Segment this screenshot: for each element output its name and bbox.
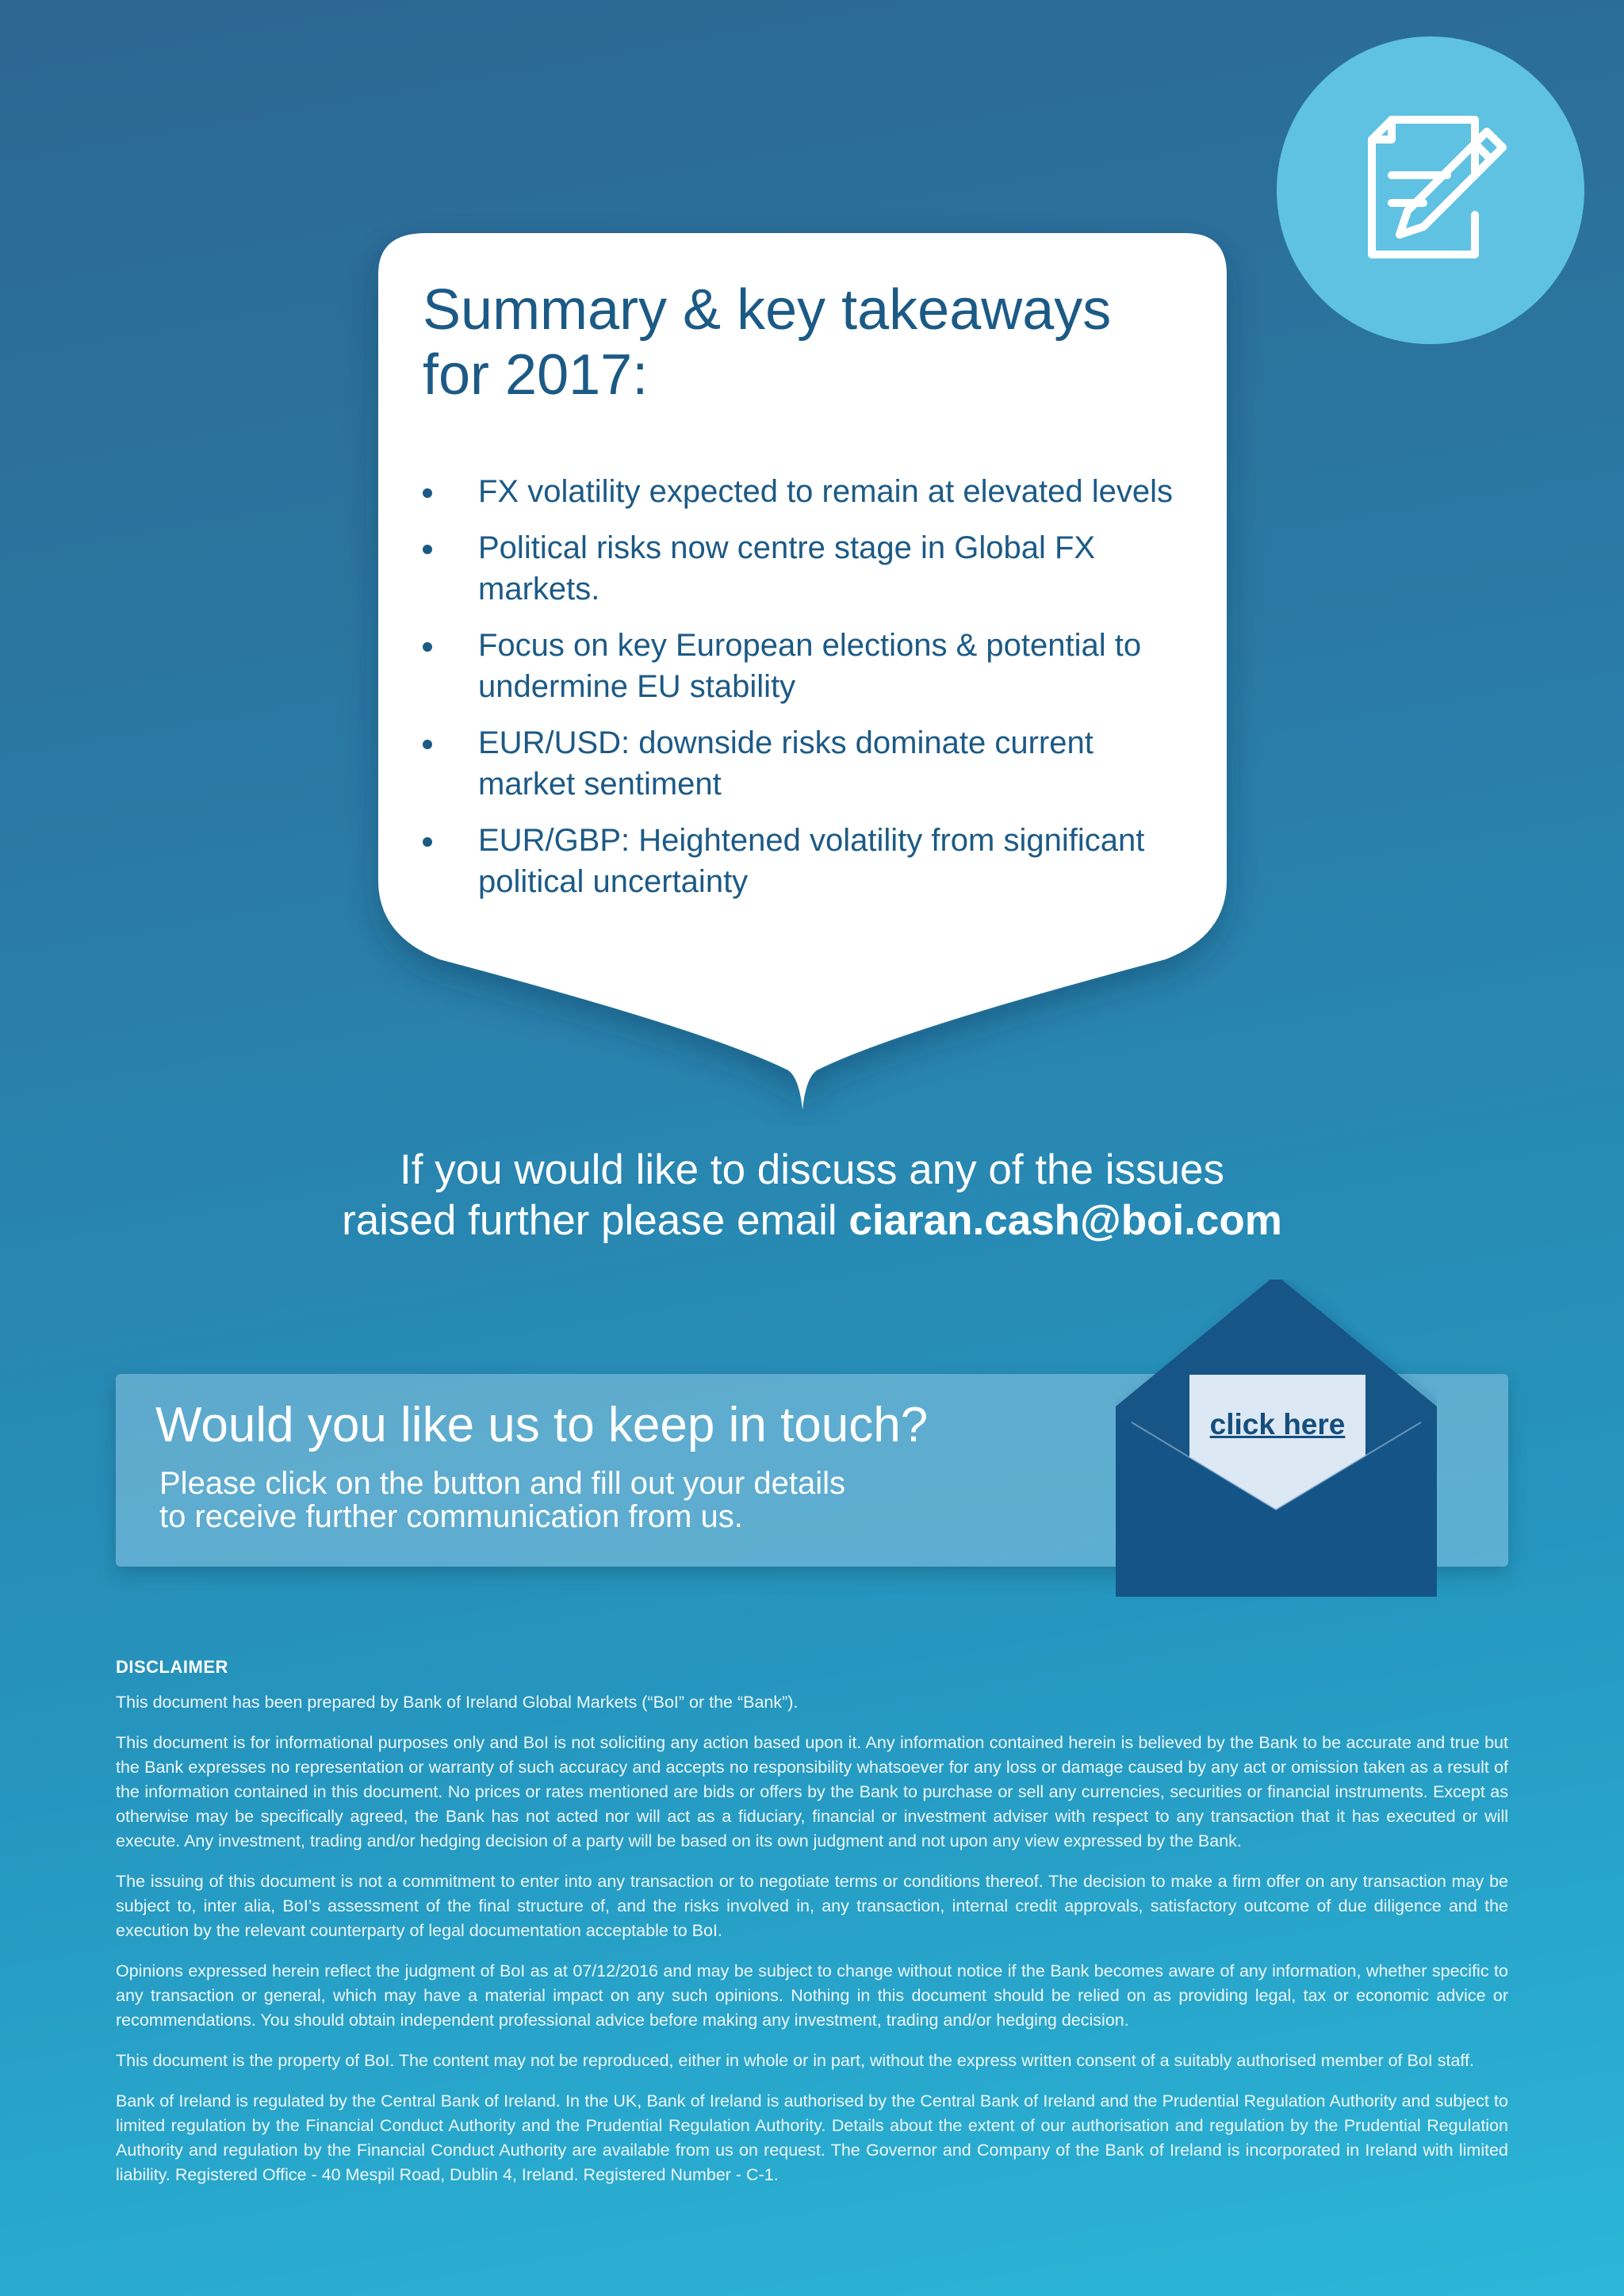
keep-in-touch-subtitle-line2: to receive further communication from us.: [159, 1499, 743, 1534]
contact-line2: [0, 1196, 1624, 1246]
disclaimer-heading: DISCLAIMER: [116, 1657, 228, 1677]
keep-in-touch-subtitle: [159, 1467, 952, 1533]
summary-title-line1: Summary & key takeaways: [423, 278, 1112, 342]
summary-title: [423, 277, 1184, 408]
contact-email-link[interactable]: ciaran.cash@boi.com: [848, 1197, 1282, 1244]
bullet-dot: [423, 545, 432, 554]
keep-in-touch-subtitle-line1: Please click on the button and fill out your details: [159, 1466, 845, 1501]
disclaimer-paragraph: This document is the property of BoI. The content may not be reproduced, either in whole or in part, without the express written consent of a suitably authorised member of BoI staff.: [116, 2051, 1474, 2070]
contact-line1: If you would like to discuss any of the issues: [400, 1146, 1224, 1193]
contact-line2-text: raised further please email: [342, 1197, 837, 1244]
keep-in-touch-title: Would you like us to keep in touch?: [155, 1398, 929, 1452]
click-here-link[interactable]: click here: [1209, 1408, 1346, 1441]
disclaimer-paragraph: The issuing of this document is not a commitment to enter into any transaction or to negotiate terms or conditions thereof. The decision to make a firm offer on any transaction may be subject to, inter alia, BoI’s assessment of the final structure of, and the risks involved in, any transaction, internal credit approvals, satisfactory outcome of due diligence and the execution by the relevant counterparty of legal documentation acceptable to BoI.: [116, 1872, 1508, 1940]
disclaimer-paragraph: This document has been prepared by Bank of Ireland Global Markets (“BoI” or the “Bank”).: [116, 1693, 799, 1712]
takeaway-text: Focus on key European elections & potential to undermine EU stability: [478, 628, 1142, 704]
takeaway-text: FX volatility expected to remain at elevated levels: [478, 474, 1173, 509]
disclaimer-paragraph: This document is for informational purposes only and BoI is not soliciting any action based upon it. Any information contained herein is believed by the Bank to be accurate and true but the Bank expresses no representation or warranty of such accuracy and accepts no responsibility whatsoever for any loss or damage caused by any act or omission taken as a result of the information contained in this document. No prices or rates mentioned are bids or offers by the Bank to purchase or sell any currencies, securities or financial instruments. Except as otherwise may be specifically agreed, the Bank has not acted nor will act as a fiduciary, financial or investment adviser with respect to any transaction that it has executed or will execute. Any investment, trading and/or hedging decision of a party will be based on its own judgment and not upon any view expressed by the Bank.: [116, 1733, 1508, 1850]
takeaway-text: EUR/USD: downside risks dominate current market sentiment: [478, 725, 1094, 802]
disclaimer-paragraph: Bank of Ireland is regulated by the Central Bank of Ireland. In the UK, Bank of Ireland is authorised by the Central Bank of Ireland and the Prudential Regulation Authority and subject to limited regulation by the Financial Conduct Authority and the Prudential Regulation Authority. Details about the extent of our authorisation and regulation by the Prudential Regulation Authority and regulation by the Financial Conduct Authority are available from us on request. The Governor and Company of the Bank of Ireland is incorporated in Ireland with limited liability. Registered Office - 40 Mespil Road, Dublin 4, Ireland. Registered Number - C-1.: [116, 2091, 1508, 2184]
list-item: [423, 471, 1184, 512]
takeaway-text: Political risks now centre stage in Global FX markets.: [478, 530, 1096, 607]
list-item: [423, 820, 1168, 902]
bullet-dot: [423, 740, 432, 749]
bullet-dot: [423, 837, 432, 847]
summary-content: [423, 277, 1184, 917]
takeaways-list: [423, 471, 1184, 902]
bullet-dot: [423, 642, 432, 652]
contact-message: [0, 1145, 1624, 1246]
disclaimer-section: [116, 1657, 1508, 2203]
disclaimer-paragraph: Opinions expressed herein reflect the judgment of BoI as at 07/12/2016 and may be subject to change without notice if the Bank becomes aware of any information, whether specific to any transaction or general, which may have a material impact on any such opinions. Nothing in this document should be relied on as providing legal, tax or economic advice or recommendations. You should obtain independent professional advice before making any investment, trading and/or hedging decision.: [116, 1961, 1508, 2030]
bullet-dot: [423, 488, 432, 498]
list-item: [423, 527, 1113, 610]
list-item: [423, 625, 1176, 707]
summary-title-line2: for 2017:: [423, 343, 649, 407]
takeaway-text: EUR/GBP: Heightened volatility from significant political uncertainty: [478, 823, 1145, 899]
list-item: [423, 722, 1136, 805]
summary-bubble: [0, 0, 1624, 1126]
